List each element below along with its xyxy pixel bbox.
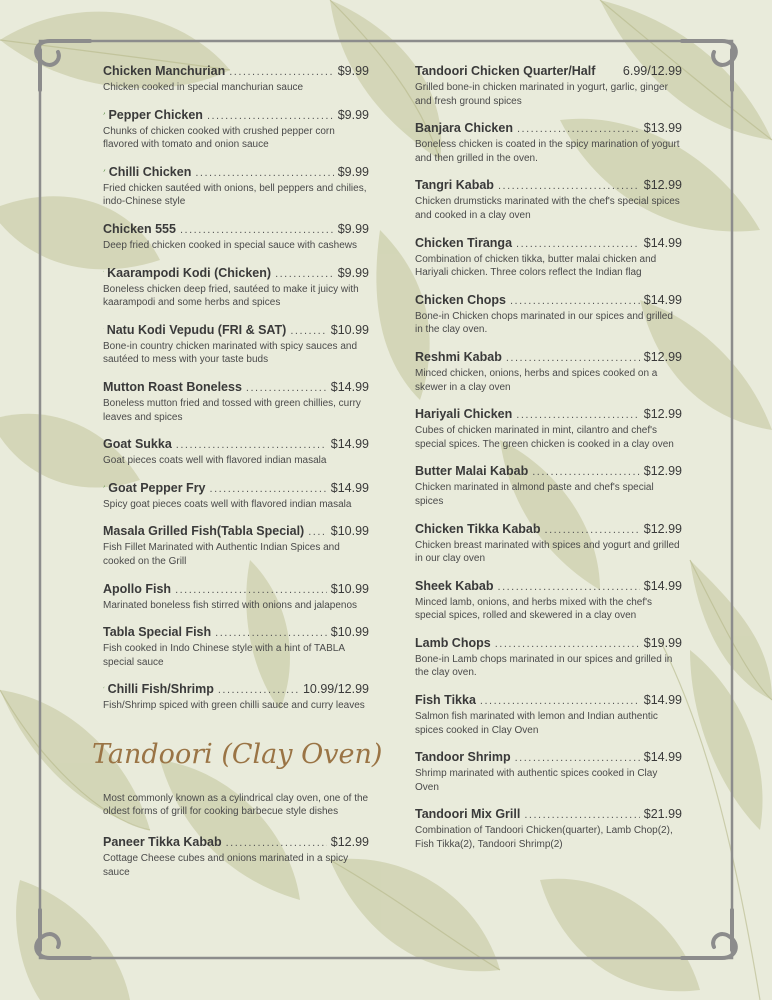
dot-leader bbox=[226, 836, 327, 851]
item-description: Marinated boneless fish stirred with onions and jalapenos bbox=[103, 599, 358, 611]
item-price: $14.99 bbox=[643, 750, 682, 765]
item-price: $14.99 bbox=[643, 235, 682, 250]
chili-icon bbox=[103, 323, 104, 334]
dot-leader bbox=[218, 683, 299, 698]
dot-leader bbox=[480, 694, 640, 709]
menu-item bbox=[415, 293, 682, 337]
item-price: $9.99 bbox=[337, 265, 369, 280]
dot-leader bbox=[275, 267, 334, 282]
item-description: Combination of Tandoori Chicken(quarter), Lamb Chop(2), Fish Tikka(2), Tandoori Shrimp(2) bbox=[415, 825, 673, 851]
item-name: Tabla Special Fish bbox=[103, 625, 212, 640]
dot-leader bbox=[516, 237, 640, 252]
left-column bbox=[92, 64, 383, 892]
menu-item bbox=[103, 64, 369, 95]
item-description: Cubes of chicken marinated in mint, cilantro and chef's special spices. The green chicken is cooked in a clay oven bbox=[415, 425, 674, 450]
item-description: Boneless chicken is coated in the spicy marination of yogurt and then grilled in the oven. bbox=[415, 139, 680, 164]
dot-leader bbox=[195, 166, 333, 181]
item-description: Minced chicken, onions, herbs and spices cooked on a skewer in a clay oven bbox=[415, 367, 658, 393]
dot-leader bbox=[498, 580, 640, 595]
menu-item bbox=[103, 682, 369, 713]
item-price: $14.99 bbox=[643, 578, 682, 593]
dot-leader bbox=[515, 751, 640, 766]
item-name: Chilli Chicken bbox=[108, 164, 192, 179]
menu-item bbox=[415, 522, 682, 566]
item-description: Chunks of chicken cooked with crushed pepper corn flavored with tomato and onion sauce bbox=[103, 125, 335, 151]
menu-item bbox=[103, 380, 369, 424]
item-price: $9.99 bbox=[337, 64, 369, 78]
item-name: Pepper Chicken bbox=[108, 107, 203, 122]
item-price: $14.99 bbox=[330, 480, 369, 495]
item-name: Sheek Kabab bbox=[415, 578, 494, 593]
menu-item bbox=[103, 835, 369, 879]
dot-leader bbox=[506, 351, 640, 366]
item-name: Kaarampodi Kodi (Chicken) bbox=[107, 265, 272, 280]
item-price: 6.99/12.99 bbox=[622, 64, 682, 78]
chili-icon bbox=[103, 165, 106, 176]
dot-leader bbox=[510, 294, 640, 309]
item-name: Goat Pepper Fry bbox=[108, 480, 206, 495]
item-description: Bone-in Chicken chops marinated in our spices and grilled in the clay oven. bbox=[415, 310, 673, 336]
dot-leader bbox=[207, 109, 334, 124]
item-price: $10.99 bbox=[330, 322, 369, 337]
item-name: Hariyali Chicken bbox=[415, 407, 513, 422]
item-description: Fish cooked in Indo Chinese style with a hint of TABLA special sauce bbox=[103, 643, 345, 668]
menu-item bbox=[415, 464, 682, 508]
item-name: Apollo Fish bbox=[103, 581, 172, 596]
menu-item bbox=[103, 108, 369, 152]
item-description: Bone-in country chicken marinated with spicy sauces and sautéed to mess with your taste buds bbox=[103, 340, 358, 366]
item-description: Boneless mutton fried and tossed with green chillies, curry leaves and spices bbox=[103, 397, 361, 423]
menu-item bbox=[415, 636, 682, 680]
right-column bbox=[415, 64, 682, 865]
item-description: Minced lamb, onions, and herbs mixed with the chef's special spices, rolled and skewered in a clay oven bbox=[415, 596, 653, 622]
item-name: Paneer Tikka Kabab bbox=[103, 835, 222, 850]
dot-leader bbox=[517, 122, 640, 137]
item-name: Natu Kodi Vepudu (FRI & SAT) bbox=[106, 322, 287, 337]
item-name: Tangri Kabab bbox=[415, 178, 494, 193]
item-price: $12.99 bbox=[643, 521, 682, 536]
menu-item bbox=[103, 165, 369, 209]
section-intro: Most commonly known as a cylindrical clay oven, one of the oldest forms of grill for cooking barbecue style dishes bbox=[103, 792, 369, 818]
item-description: Cottage Cheese cubes and onions marinated in a spicy sauce bbox=[103, 853, 349, 878]
menu-item bbox=[415, 350, 682, 394]
dot-leader bbox=[175, 583, 327, 598]
menu-item bbox=[103, 582, 369, 613]
item-description: Fried chicken sautéed with onions, bell peppers and chilies, indo-Chinese style bbox=[103, 182, 367, 208]
item-name: Chicken Tiranga bbox=[415, 235, 513, 250]
chili-icon bbox=[103, 481, 105, 492]
menu-item bbox=[415, 407, 682, 451]
dot-leader bbox=[290, 324, 326, 339]
menu-item bbox=[103, 323, 369, 367]
menu-item bbox=[415, 693, 682, 737]
menu-item bbox=[103, 266, 369, 310]
item-description: Deep fried chicken cooked in special sauce with cashews bbox=[103, 239, 358, 251]
item-name: Fish Tikka bbox=[415, 693, 476, 708]
dot-leader bbox=[176, 438, 327, 453]
item-name: Banjara Chicken bbox=[415, 121, 513, 136]
item-description: Chicken cooked in special manchurian sauce bbox=[103, 82, 304, 93]
item-description: Salmon fish marinated with lemon and Indian authentic spices cooked in Clay Oven bbox=[415, 711, 658, 736]
item-price: $9.99 bbox=[337, 221, 369, 236]
dot-leader bbox=[246, 381, 327, 396]
item-price: $12.99 bbox=[643, 464, 682, 479]
section-title-tandoori: Tandoori (Clay Oven) bbox=[92, 738, 383, 770]
item-name: Chicken 555 bbox=[103, 221, 176, 236]
dot-leader bbox=[308, 525, 327, 540]
item-description: Bone-in Lamb chops marinated in our spices and grilled in the clay oven. bbox=[415, 653, 673, 679]
item-description: Fish Fillet Marinated with Authentic Indian Spices and cooked on the Grill bbox=[103, 542, 340, 567]
menu-item bbox=[103, 524, 369, 568]
dot-leader bbox=[210, 482, 327, 497]
item-description: Goat pieces coats well with flavored indian masala bbox=[103, 455, 327, 467]
item-price: $10.99 bbox=[330, 524, 369, 539]
item-description: Grilled bone-in chicken marinated in yogurt, garlic, ginger and fresh ground spices bbox=[415, 82, 668, 107]
item-description: Boneless chicken deep fried, sautéed to make it juicy with kaarampodi and some herbs and spices bbox=[103, 283, 359, 309]
menu-item bbox=[103, 222, 369, 253]
dot-leader bbox=[229, 65, 333, 80]
item-description: Chicken marinated in almond paste and chef's special spices bbox=[415, 482, 654, 507]
item-name: Reshmi Kabab bbox=[415, 349, 502, 364]
item-name: Masala Grilled Fish(Tabla Special) bbox=[103, 524, 305, 539]
item-price: $19.99 bbox=[643, 635, 682, 650]
item-price: $12.99 bbox=[643, 349, 682, 364]
dot-leader bbox=[498, 179, 640, 194]
item-name: Tandoori Chicken Quarter/Half bbox=[415, 64, 596, 78]
item-price: $9.99 bbox=[337, 164, 369, 179]
dot-leader bbox=[545, 523, 640, 538]
item-price: $14.99 bbox=[643, 693, 682, 708]
item-price: $10.99 bbox=[330, 581, 369, 596]
item-description: Spicy goat pieces coats well with flavored indian masala bbox=[103, 498, 352, 510]
item-name: Chicken Tikka Kabab bbox=[415, 521, 541, 536]
item-description: Fish/Shrimp spiced with green chilli sauce and curry leaves bbox=[103, 700, 365, 712]
item-name: Chilli Fish/Shrimp bbox=[107, 682, 214, 697]
menu-item bbox=[415, 579, 682, 623]
menu-item bbox=[103, 437, 369, 468]
menu-item bbox=[103, 625, 369, 669]
menu-item bbox=[103, 481, 369, 512]
dot-leader bbox=[215, 626, 327, 641]
item-name: Lamb Chops bbox=[415, 635, 491, 650]
menu-item bbox=[415, 121, 682, 165]
dot-leader bbox=[516, 408, 640, 423]
item-price: 10.99/12.99 bbox=[302, 682, 369, 697]
menu-item bbox=[415, 64, 682, 108]
chili-icon bbox=[103, 266, 104, 277]
dot-leader bbox=[495, 637, 640, 652]
item-description: Combination of chicken tikka, butter malai chicken and Hariyali chicken. Three colors reflect the Indian flag bbox=[415, 253, 657, 279]
dot-leader bbox=[180, 223, 334, 238]
item-description: Chicken drumsticks marinated with the chef's special spices and cooked in a clay oven bbox=[415, 196, 680, 221]
item-price: $14.99 bbox=[330, 379, 369, 394]
item-description: Shrimp marinated with authentic spices cooked in Clay Oven bbox=[415, 768, 658, 793]
item-name: Goat Sukka bbox=[103, 437, 172, 452]
menu-item bbox=[415, 750, 682, 794]
dot-leader bbox=[524, 808, 639, 823]
menu-item bbox=[415, 236, 682, 280]
dot-leader bbox=[532, 465, 640, 480]
item-name: Tandoor Shrimp bbox=[415, 750, 511, 765]
item-price: $12.99 bbox=[330, 835, 369, 850]
item-price: $14.99 bbox=[330, 437, 369, 452]
item-name: Chicken Manchurian bbox=[103, 64, 226, 78]
chili-icon bbox=[103, 108, 105, 119]
item-price: $12.99 bbox=[643, 407, 682, 422]
chili-icon bbox=[103, 682, 105, 693]
item-name: Tandoori Mix Grill bbox=[415, 807, 521, 822]
item-price: $14.99 bbox=[643, 292, 682, 307]
item-name: Butter Malai Kabab bbox=[415, 464, 529, 479]
item-description: Chicken breast marinated with spices and yogurt and grilled in our clay oven bbox=[415, 539, 680, 565]
item-price: $9.99 bbox=[337, 107, 369, 122]
item-price: $21.99 bbox=[643, 807, 682, 822]
item-name: Mutton Roast Boneless bbox=[103, 379, 242, 394]
item-price: $10.99 bbox=[330, 625, 369, 640]
menu-item bbox=[415, 178, 682, 222]
item-price: $12.99 bbox=[643, 178, 682, 193]
menu-item bbox=[415, 807, 682, 851]
item-price: $13.99 bbox=[643, 121, 682, 136]
item-name: Chicken Chops bbox=[415, 292, 506, 307]
